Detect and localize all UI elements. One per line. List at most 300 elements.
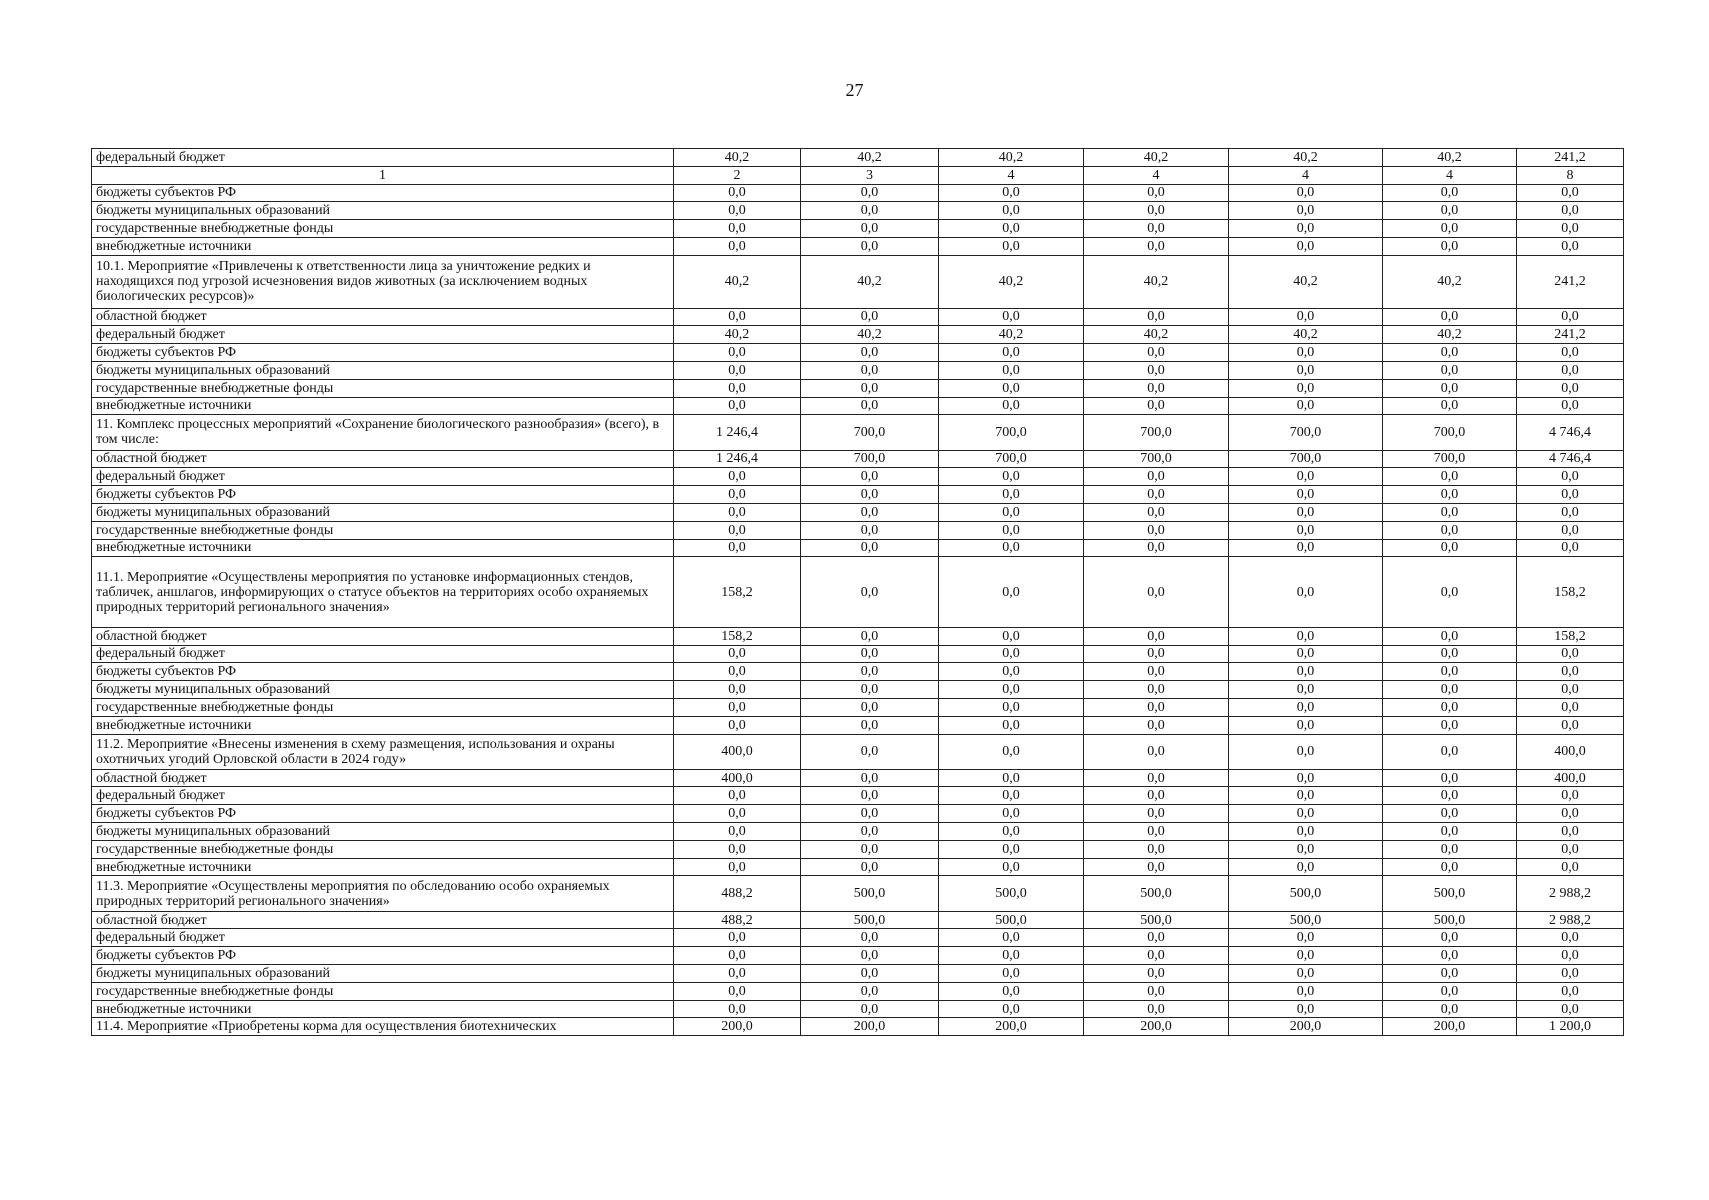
value-cell: 158,2 xyxy=(1517,627,1624,645)
row-label-cell: бюджеты муниципальных образований xyxy=(92,823,674,841)
value-cell: 0,0 xyxy=(1383,361,1517,379)
value-cell: 0,0 xyxy=(1383,787,1517,805)
value-cell: 0,0 xyxy=(1229,982,1383,1000)
value-cell: 0,0 xyxy=(939,1000,1084,1018)
value-cell: 1 246,4 xyxy=(674,415,801,450)
value-cell: 0,0 xyxy=(1229,468,1383,486)
value-cell: 0,0 xyxy=(1517,645,1624,663)
table-row xyxy=(92,202,1624,220)
value-cell: 0,0 xyxy=(1383,468,1517,486)
value-cell: 0,0 xyxy=(1229,929,1383,947)
value-cell: 0,0 xyxy=(1229,308,1383,326)
value-cell: 0,0 xyxy=(1229,237,1383,255)
row-label-cell: внебюджетные источники xyxy=(92,1000,674,1018)
value-cell: 0,0 xyxy=(674,308,801,326)
value-cell: 0,0 xyxy=(674,858,801,876)
value-cell: 0,0 xyxy=(674,379,801,397)
value-cell: 0,0 xyxy=(1084,734,1229,769)
value-cell: 0,0 xyxy=(1383,734,1517,769)
value-cell: 0,0 xyxy=(801,397,939,415)
table-row xyxy=(92,929,1624,947)
value-cell: 0,0 xyxy=(674,237,801,255)
value-cell: 0,0 xyxy=(1517,982,1624,1000)
value-cell: 0,0 xyxy=(1383,645,1517,663)
value-cell: 0,0 xyxy=(939,947,1084,965)
row-label-cell: бюджеты муниципальных образований xyxy=(92,965,674,983)
value-cell: 0,0 xyxy=(1084,982,1229,1000)
value-cell: 0,0 xyxy=(1383,379,1517,397)
value-cell: 0,0 xyxy=(1084,663,1229,681)
value-cell: 0,0 xyxy=(1517,823,1624,841)
value-cell: 0,0 xyxy=(801,539,939,557)
table-row xyxy=(92,361,1624,379)
value-cell: 0,0 xyxy=(674,716,801,734)
value-cell: 0,0 xyxy=(1229,965,1383,983)
row-label-cell: бюджеты муниципальных образований xyxy=(92,503,674,521)
value-cell: 158,2 xyxy=(674,627,801,645)
value-cell: 0,0 xyxy=(674,681,801,699)
column-number-cell: 4 xyxy=(1229,166,1383,184)
value-cell: 0,0 xyxy=(1517,698,1624,716)
table-row xyxy=(92,947,1624,965)
value-cell: 0,0 xyxy=(1229,557,1383,627)
value-cell: 500,0 xyxy=(1084,911,1229,929)
value-cell: 0,0 xyxy=(1517,840,1624,858)
value-cell: 0,0 xyxy=(939,220,1084,238)
table-row xyxy=(92,645,1624,663)
value-cell: 0,0 xyxy=(1517,663,1624,681)
value-cell: 0,0 xyxy=(1229,663,1383,681)
table-row xyxy=(92,663,1624,681)
value-cell: 1 200,0 xyxy=(1517,1018,1624,1036)
value-cell: 0,0 xyxy=(801,486,939,504)
value-cell: 0,0 xyxy=(939,379,1084,397)
row-label-cell: федеральный бюджет xyxy=(92,787,674,805)
value-cell: 0,0 xyxy=(801,468,939,486)
value-cell: 0,0 xyxy=(1517,681,1624,699)
value-cell: 0,0 xyxy=(939,823,1084,841)
value-cell: 0,0 xyxy=(1229,787,1383,805)
value-cell: 0,0 xyxy=(674,503,801,521)
table-row xyxy=(92,823,1624,841)
row-label-cell: 11.2. Мероприятие «Внесены изменения в схему размещения, использования и охраны охотничьих угодий Орловской области в 2024 году» xyxy=(92,734,674,769)
value-cell: 0,0 xyxy=(939,681,1084,699)
value-cell: 0,0 xyxy=(939,716,1084,734)
value-cell: 0,0 xyxy=(1084,503,1229,521)
value-cell: 0,0 xyxy=(801,840,939,858)
column-number-cell: 8 xyxy=(1517,166,1624,184)
value-cell: 0,0 xyxy=(1229,627,1383,645)
value-cell: 0,0 xyxy=(939,361,1084,379)
table-row xyxy=(92,539,1624,557)
table-row xyxy=(92,734,1624,769)
value-cell: 4 746,4 xyxy=(1517,450,1624,468)
value-cell: 0,0 xyxy=(1517,503,1624,521)
value-cell: 0,0 xyxy=(1084,787,1229,805)
table-row xyxy=(92,858,1624,876)
row-label-cell: бюджеты субъектов РФ xyxy=(92,947,674,965)
value-cell: 0,0 xyxy=(1517,486,1624,504)
value-cell: 0,0 xyxy=(801,202,939,220)
value-cell: 0,0 xyxy=(1517,220,1624,238)
value-cell: 0,0 xyxy=(1517,858,1624,876)
row-label-cell: федеральный бюджет xyxy=(92,645,674,663)
row-label-cell: областной бюджет xyxy=(92,769,674,787)
value-cell: 0,0 xyxy=(1517,787,1624,805)
value-cell: 40,2 xyxy=(1084,255,1229,308)
value-cell: 0,0 xyxy=(801,1000,939,1018)
value-cell: 0,0 xyxy=(939,805,1084,823)
value-cell: 0,0 xyxy=(801,823,939,841)
value-cell: 0,0 xyxy=(939,929,1084,947)
value-cell: 0,0 xyxy=(1383,663,1517,681)
value-cell: 0,0 xyxy=(674,468,801,486)
value-cell: 0,0 xyxy=(939,557,1084,627)
value-cell: 40,2 xyxy=(801,326,939,344)
value-cell: 700,0 xyxy=(939,450,1084,468)
value-cell: 0,0 xyxy=(1084,805,1229,823)
value-cell: 40,2 xyxy=(801,149,939,167)
value-cell: 0,0 xyxy=(1084,965,1229,983)
row-label-cell: бюджеты субъектов РФ xyxy=(92,344,674,362)
value-cell: 0,0 xyxy=(1084,627,1229,645)
value-cell: 0,0 xyxy=(801,521,939,539)
value-cell: 0,0 xyxy=(1383,681,1517,699)
value-cell: 0,0 xyxy=(1229,361,1383,379)
row-label-cell: 11.1. Мероприятие «Осуществлены мероприятия по установке информационных стендов, табличек, аншлагов, информирующих о статусе объектов на территориях особо охраняемых природных территорий регионального значения» xyxy=(92,557,674,627)
value-cell: 200,0 xyxy=(1229,1018,1383,1036)
value-cell: 0,0 xyxy=(1383,344,1517,362)
value-cell: 0,0 xyxy=(1383,982,1517,1000)
page-number: 27 xyxy=(845,80,864,100)
table-row xyxy=(92,787,1624,805)
value-cell: 0,0 xyxy=(674,202,801,220)
row-label-cell: федеральный бюджет xyxy=(92,149,674,167)
column-number-cell: 4 xyxy=(939,166,1084,184)
value-cell: 400,0 xyxy=(674,734,801,769)
value-cell: 0,0 xyxy=(1229,397,1383,415)
value-cell: 158,2 xyxy=(1517,557,1624,627)
value-cell: 0,0 xyxy=(674,220,801,238)
table-row xyxy=(92,557,1624,627)
value-cell: 0,0 xyxy=(1084,823,1229,841)
value-cell: 0,0 xyxy=(1383,503,1517,521)
value-cell: 0,0 xyxy=(1084,486,1229,504)
value-cell: 241,2 xyxy=(1517,149,1624,167)
value-cell: 0,0 xyxy=(939,202,1084,220)
value-cell: 0,0 xyxy=(801,769,939,787)
value-cell: 241,2 xyxy=(1517,326,1624,344)
value-cell: 0,0 xyxy=(1517,237,1624,255)
value-cell: 0,0 xyxy=(1383,805,1517,823)
value-cell: 0,0 xyxy=(1084,645,1229,663)
table-row xyxy=(92,220,1624,238)
value-cell: 40,2 xyxy=(939,255,1084,308)
value-cell: 0,0 xyxy=(1084,947,1229,965)
row-label-cell: 10.1. Мероприятие «Привлечены к ответственности лица за уничтожение редких и находящихся под угрозой исчезновения видов животных (за исключением водных биологических ресурсов)» xyxy=(92,255,674,308)
value-cell: 0,0 xyxy=(1229,503,1383,521)
table-row xyxy=(92,326,1624,344)
value-cell: 500,0 xyxy=(801,876,939,911)
row-label-cell: государственные внебюджетные фонды xyxy=(92,521,674,539)
value-cell: 700,0 xyxy=(1229,450,1383,468)
table-row xyxy=(92,149,1624,167)
value-cell: 0,0 xyxy=(1229,184,1383,202)
value-cell: 40,2 xyxy=(1229,149,1383,167)
value-cell: 0,0 xyxy=(674,982,801,1000)
value-cell: 500,0 xyxy=(1229,911,1383,929)
value-cell: 0,0 xyxy=(1517,965,1624,983)
table-row xyxy=(92,769,1624,787)
value-cell: 0,0 xyxy=(1229,486,1383,504)
row-label-cell: государственные внебюджетные фонды xyxy=(92,220,674,238)
budget-table xyxy=(91,148,1624,1036)
value-cell: 700,0 xyxy=(801,450,939,468)
value-cell: 488,2 xyxy=(674,876,801,911)
value-cell: 700,0 xyxy=(1084,415,1229,450)
value-cell: 0,0 xyxy=(674,397,801,415)
value-cell: 0,0 xyxy=(1084,557,1229,627)
value-cell: 40,2 xyxy=(674,149,801,167)
value-cell: 0,0 xyxy=(1383,716,1517,734)
value-cell: 0,0 xyxy=(1084,769,1229,787)
value-cell: 0,0 xyxy=(1229,716,1383,734)
value-cell: 0,0 xyxy=(1383,521,1517,539)
value-cell: 0,0 xyxy=(1084,1000,1229,1018)
value-cell: 500,0 xyxy=(1383,911,1517,929)
row-label-cell: 11. Комплекс процессных мероприятий «Сохранение биологического разнообразия» (всего), в том числе: xyxy=(92,415,674,450)
value-cell: 0,0 xyxy=(801,947,939,965)
table-row xyxy=(92,415,1624,450)
value-cell: 200,0 xyxy=(1383,1018,1517,1036)
value-cell: 0,0 xyxy=(1084,539,1229,557)
value-cell: 0,0 xyxy=(801,344,939,362)
value-cell: 0,0 xyxy=(1084,237,1229,255)
row-label-cell: государственные внебюджетные фонды xyxy=(92,698,674,716)
value-cell: 0,0 xyxy=(801,184,939,202)
row-label-cell: государственные внебюджетные фонды xyxy=(92,982,674,1000)
value-cell: 488,2 xyxy=(674,911,801,929)
value-cell: 0,0 xyxy=(1383,627,1517,645)
row-label-cell: внебюджетные источники xyxy=(92,397,674,415)
value-cell: 0,0 xyxy=(939,468,1084,486)
row-label-cell: бюджеты субъектов РФ xyxy=(92,805,674,823)
table-row xyxy=(92,237,1624,255)
value-cell: 0,0 xyxy=(1084,929,1229,947)
value-cell: 0,0 xyxy=(1084,716,1229,734)
value-cell: 500,0 xyxy=(1229,876,1383,911)
value-cell: 0,0 xyxy=(1383,557,1517,627)
value-cell: 400,0 xyxy=(1517,734,1624,769)
value-cell: 0,0 xyxy=(801,698,939,716)
value-cell: 40,2 xyxy=(801,255,939,308)
table-row xyxy=(92,468,1624,486)
row-label-cell: внебюджетные источники xyxy=(92,539,674,557)
value-cell: 0,0 xyxy=(1229,539,1383,557)
table-row xyxy=(92,1000,1624,1018)
value-cell: 0,0 xyxy=(1383,823,1517,841)
value-cell: 0,0 xyxy=(674,823,801,841)
value-cell: 0,0 xyxy=(1383,539,1517,557)
value-cell: 0,0 xyxy=(939,645,1084,663)
value-cell: 0,0 xyxy=(674,947,801,965)
value-cell: 0,0 xyxy=(801,645,939,663)
row-label-cell: внебюджетные источники xyxy=(92,716,674,734)
value-cell: 0,0 xyxy=(1383,769,1517,787)
value-cell: 0,0 xyxy=(674,645,801,663)
value-cell: 40,2 xyxy=(1084,149,1229,167)
value-cell: 0,0 xyxy=(801,379,939,397)
table-body xyxy=(92,149,1624,1036)
value-cell: 241,2 xyxy=(1517,255,1624,308)
value-cell: 400,0 xyxy=(1517,769,1624,787)
row-label-cell: областной бюджет xyxy=(92,911,674,929)
value-cell: 0,0 xyxy=(939,663,1084,681)
row-label-cell: бюджеты субъектов РФ xyxy=(92,663,674,681)
value-cell: 200,0 xyxy=(1084,1018,1229,1036)
row-label-cell: внебюджетные источники xyxy=(92,237,674,255)
value-cell: 500,0 xyxy=(939,911,1084,929)
value-cell: 0,0 xyxy=(1383,308,1517,326)
value-cell: 0,0 xyxy=(674,929,801,947)
value-cell: 0,0 xyxy=(1084,361,1229,379)
value-cell: 0,0 xyxy=(1517,344,1624,362)
value-cell: 0,0 xyxy=(674,361,801,379)
value-cell: 158,2 xyxy=(674,557,801,627)
value-cell: 40,2 xyxy=(1383,149,1517,167)
value-cell: 0,0 xyxy=(801,734,939,769)
value-cell: 0,0 xyxy=(939,734,1084,769)
value-cell: 700,0 xyxy=(939,415,1084,450)
value-cell: 0,0 xyxy=(1517,397,1624,415)
value-cell: 0,0 xyxy=(674,965,801,983)
value-cell: 0,0 xyxy=(939,521,1084,539)
value-cell: 0,0 xyxy=(1084,344,1229,362)
value-cell: 0,0 xyxy=(1517,361,1624,379)
value-cell: 0,0 xyxy=(1084,184,1229,202)
value-cell: 0,0 xyxy=(1383,840,1517,858)
table-row xyxy=(92,521,1624,539)
value-cell: 40,2 xyxy=(1383,255,1517,308)
row-label-cell: 11.3. Мероприятие «Осуществлены мероприятия по обследованию особо охраняемых природных территорий регионального значения» xyxy=(92,876,674,911)
value-cell: 0,0 xyxy=(1383,202,1517,220)
value-cell: 0,0 xyxy=(939,184,1084,202)
value-cell: 0,0 xyxy=(1229,840,1383,858)
value-cell: 500,0 xyxy=(939,876,1084,911)
row-label-cell: федеральный бюджет xyxy=(92,326,674,344)
value-cell: 0,0 xyxy=(1229,220,1383,238)
value-cell: 0,0 xyxy=(939,627,1084,645)
value-cell: 40,2 xyxy=(939,326,1084,344)
value-cell: 0,0 xyxy=(939,308,1084,326)
value-cell: 0,0 xyxy=(1229,379,1383,397)
value-cell: 0,0 xyxy=(939,539,1084,557)
value-cell: 0,0 xyxy=(1517,308,1624,326)
value-cell: 2 988,2 xyxy=(1517,876,1624,911)
table-row xyxy=(92,1018,1624,1036)
value-cell: 500,0 xyxy=(801,911,939,929)
table-row xyxy=(92,503,1624,521)
table-row xyxy=(92,681,1624,699)
column-number-cell: 4 xyxy=(1084,166,1229,184)
value-cell: 0,0 xyxy=(939,965,1084,983)
value-cell: 40,2 xyxy=(1084,326,1229,344)
value-cell: 0,0 xyxy=(674,539,801,557)
row-label-cell: бюджеты субъектов РФ xyxy=(92,486,674,504)
row-label-cell: федеральный бюджет xyxy=(92,929,674,947)
value-cell: 0,0 xyxy=(1517,929,1624,947)
column-number-cell: 3 xyxy=(801,166,939,184)
value-cell: 40,2 xyxy=(674,255,801,308)
value-cell: 200,0 xyxy=(801,1018,939,1036)
value-cell: 0,0 xyxy=(1229,681,1383,699)
table-row xyxy=(92,379,1624,397)
value-cell: 0,0 xyxy=(801,965,939,983)
value-cell: 700,0 xyxy=(1383,450,1517,468)
value-cell: 0,0 xyxy=(674,1000,801,1018)
value-cell: 40,2 xyxy=(939,149,1084,167)
value-cell: 0,0 xyxy=(801,858,939,876)
value-cell: 0,0 xyxy=(801,787,939,805)
value-cell: 0,0 xyxy=(674,787,801,805)
value-cell: 0,0 xyxy=(1517,184,1624,202)
value-cell: 0,0 xyxy=(801,308,939,326)
value-cell: 0,0 xyxy=(674,521,801,539)
table-row xyxy=(92,397,1624,415)
value-cell: 0,0 xyxy=(674,805,801,823)
value-cell: 0,0 xyxy=(1383,1000,1517,1018)
value-cell: 0,0 xyxy=(939,840,1084,858)
value-cell: 0,0 xyxy=(1084,858,1229,876)
value-cell: 0,0 xyxy=(939,858,1084,876)
value-cell: 0,0 xyxy=(801,681,939,699)
value-cell: 0,0 xyxy=(1229,1000,1383,1018)
value-cell: 1 246,4 xyxy=(674,450,801,468)
row-label-cell: областной бюджет xyxy=(92,308,674,326)
value-cell: 0,0 xyxy=(674,344,801,362)
value-cell: 0,0 xyxy=(1517,539,1624,557)
value-cell: 0,0 xyxy=(801,557,939,627)
value-cell: 0,0 xyxy=(1517,521,1624,539)
table-row xyxy=(92,840,1624,858)
table-row xyxy=(92,486,1624,504)
value-cell: 0,0 xyxy=(1084,468,1229,486)
value-cell: 0,0 xyxy=(1517,805,1624,823)
value-cell: 700,0 xyxy=(801,415,939,450)
value-cell: 0,0 xyxy=(674,486,801,504)
value-cell: 0,0 xyxy=(1229,805,1383,823)
value-cell: 700,0 xyxy=(1084,450,1229,468)
value-cell: 0,0 xyxy=(1229,645,1383,663)
value-cell: 40,2 xyxy=(1383,326,1517,344)
value-cell: 4 746,4 xyxy=(1517,415,1624,450)
value-cell: 0,0 xyxy=(1084,308,1229,326)
value-cell: 0,0 xyxy=(1084,202,1229,220)
value-cell: 500,0 xyxy=(1084,876,1229,911)
value-cell: 0,0 xyxy=(1383,858,1517,876)
value-cell: 0,0 xyxy=(1084,379,1229,397)
table-row xyxy=(92,982,1624,1000)
value-cell: 0,0 xyxy=(1229,521,1383,539)
value-cell: 0,0 xyxy=(1084,521,1229,539)
value-cell: 0,0 xyxy=(1229,734,1383,769)
value-cell: 0,0 xyxy=(939,397,1084,415)
table-row xyxy=(92,698,1624,716)
value-cell: 700,0 xyxy=(1383,415,1517,450)
value-cell: 200,0 xyxy=(674,1018,801,1036)
value-cell: 0,0 xyxy=(1229,858,1383,876)
value-cell: 0,0 xyxy=(801,716,939,734)
